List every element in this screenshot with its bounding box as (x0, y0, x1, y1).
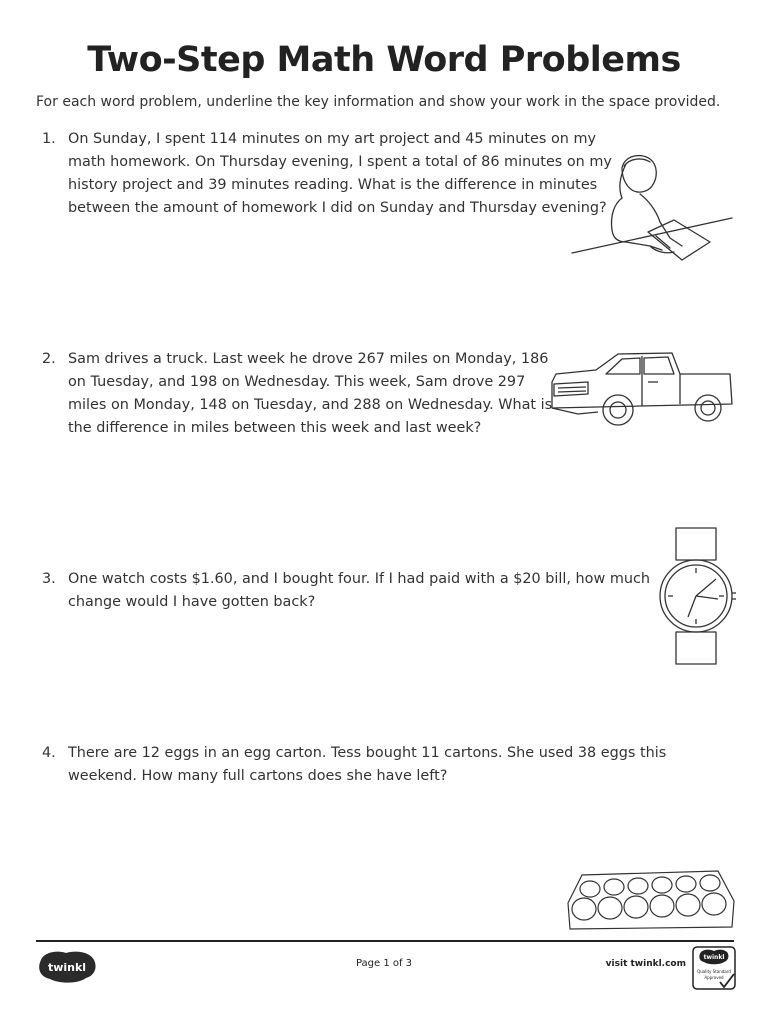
problem-text: On Sunday, I spent 114 minutes on my art project and 45 minutes on my math homework. On Thursday evening, I spent a total of 86 minutes on my history project and 39 minutes reading. What is the difference in minutes between the amount of homework I did on Sunday and Thursday evening? (68, 131, 612, 216)
footer-divider (36, 940, 734, 942)
problem-text: One watch costs $1.60, and I bought four. If I had paid with a $20 bill, how much change would I have gotten back? (68, 571, 650, 610)
problem-text: Sam drives a truck. Last week he drove 267 miles on Monday, 186 on Tuesday, and 198 on Wednesday. This week, Sam drove 297 miles on Monday, 148 on Tuesday, and 288 on Wednesday. What is the difference in miles between this week and last week? (68, 351, 553, 436)
egg-carton-icon (566, 865, 736, 935)
badge-brand: twinkl (703, 954, 725, 961)
problem-text: There are 12 eggs in an egg carton. Tess bought 11 cartons. She used 38 eggs this weekend. How many full cartons does she have left? (68, 745, 667, 784)
problem-number: 2. (42, 351, 56, 367)
logo-text: twinkl (47, 961, 87, 974)
instructions: For each word problem, underline the key information and show your work in the space provided. (36, 94, 721, 110)
problem-number: 4. (42, 745, 56, 761)
problem-number: 1. (42, 131, 56, 147)
page-title: Two-Step Math Word Problems (87, 40, 681, 80)
wristwatch-icon (656, 525, 736, 667)
page-number: Page 1 of 3 (355, 958, 413, 969)
visit-link[interactable]: visit twinkl.com (605, 959, 686, 969)
problem-number: 3. (42, 571, 56, 587)
badge-line1: Quality Standard (697, 969, 731, 974)
quality-badge (692, 946, 736, 990)
pickup-truck-icon (548, 348, 734, 430)
girl-writing-icon (570, 150, 735, 265)
badge-line2: Approved (704, 975, 724, 980)
